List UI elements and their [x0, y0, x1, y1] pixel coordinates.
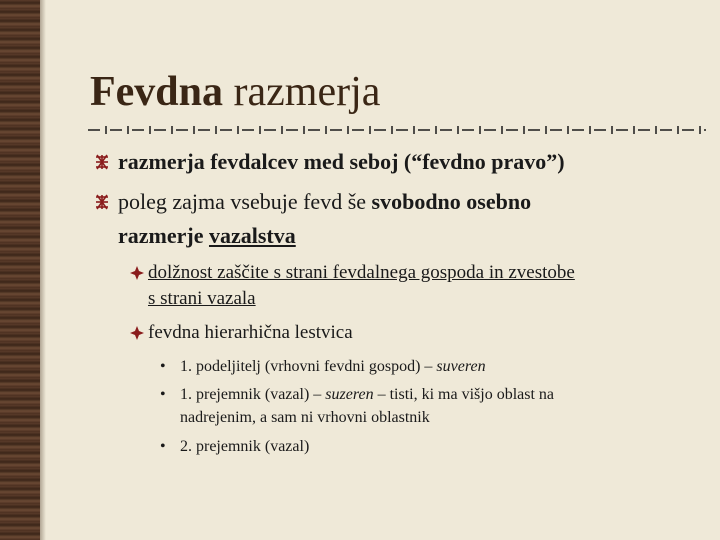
bullet-item	[94, 188, 704, 248]
bullet-text	[118, 188, 531, 216]
sub-bullet-item	[130, 322, 700, 346]
bullet-dot: •	[160, 358, 166, 375]
subsub-bullet-text	[180, 384, 554, 406]
bullet-text-line2	[118, 222, 296, 250]
subsub-bullet-text: 2. prejemnik (vazal)	[180, 438, 310, 455]
bullet-dot: •	[160, 386, 166, 403]
decorative-spine	[0, 0, 40, 540]
title-rest: razmerja	[223, 69, 381, 115]
title-bold: Fevdna	[90, 69, 224, 115]
diamond-bullet-icon	[130, 326, 144, 340]
slide-title	[90, 66, 380, 118]
subsub-text-part: – tisti, ki ma višjo oblast na	[373, 386, 555, 403]
diamond-bullet-icon	[130, 266, 144, 280]
bullet-text-bold: razmerje	[118, 223, 209, 248]
ornament-bullet-icon	[94, 194, 110, 210]
sub-bullet-text: dolžnost zaščite s strani fevdalnega gospoda in zvestobe	[148, 262, 575, 283]
bullet-text-bold: svobodno osebno	[371, 189, 532, 214]
subsub-bullet-item	[160, 436, 680, 458]
sub-bullet-item	[130, 262, 700, 312]
bullet-text-underlined: vazalstva	[208, 223, 296, 248]
subsub-bullet-text	[180, 356, 486, 378]
sub-bullet-text: fevdna hierarhična lestvica	[148, 322, 353, 343]
bullet-dot: •	[160, 438, 166, 455]
bullet-text-part: poleg zajma vsebuje fevd še	[118, 189, 372, 214]
subsub-bullet-text-line2: nadrejenim, a sam ni vrhovni oblastnik	[180, 409, 430, 426]
sub-bullet-text-line2: s strani vazala	[148, 288, 256, 309]
subsub-bullet-item	[160, 384, 680, 430]
subsub-text-italic: suzeren	[325, 386, 374, 403]
bullet-text: razmerja fevdalcev med seboj (“fevdno pravo”)	[118, 149, 565, 174]
subsub-text-part: 1. prejemnik (vazal) –	[180, 386, 326, 403]
bullet-item	[94, 148, 704, 178]
subsub-text-italic: suveren	[436, 358, 486, 375]
ornament-bullet-icon	[94, 154, 110, 170]
title-divider	[88, 124, 708, 136]
subsub-bullet-item	[160, 356, 680, 378]
subsub-text-part: 1. podeljitelj (vrhovni fevdni gospod) –	[180, 358, 437, 375]
